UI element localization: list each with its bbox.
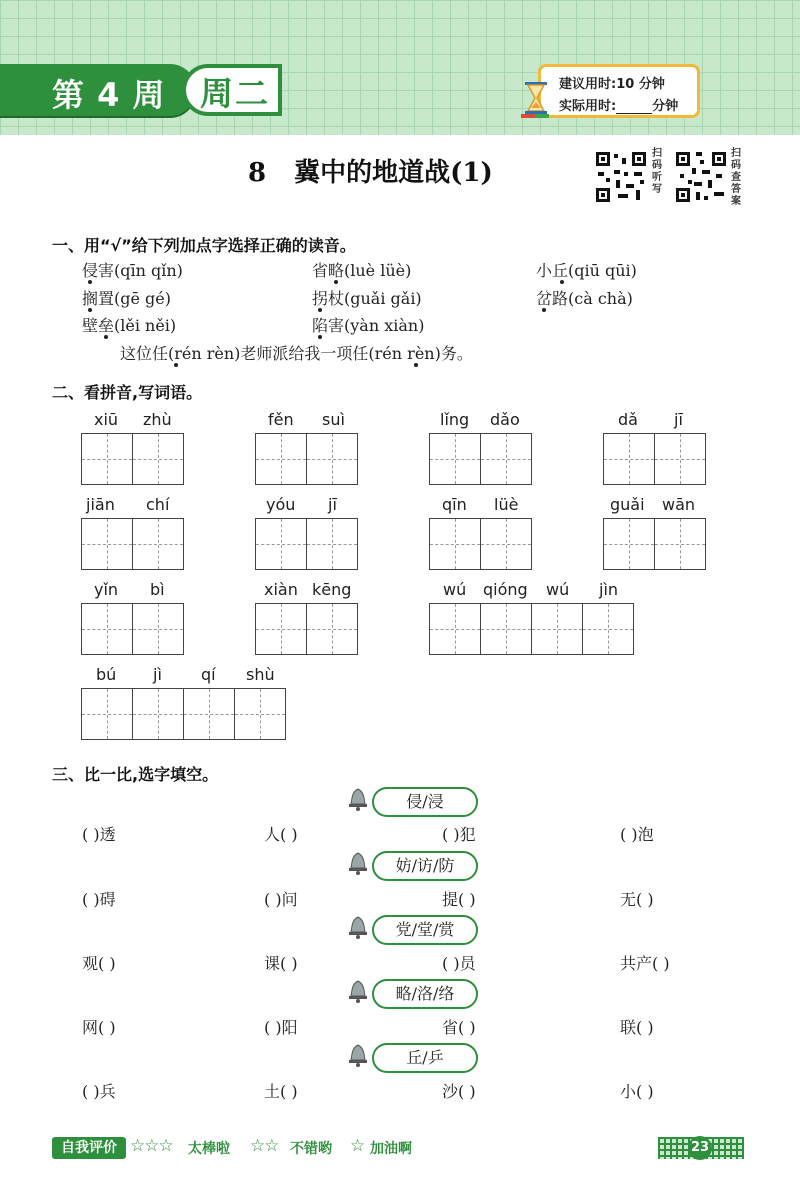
grid-cell[interactable] [132, 433, 184, 485]
pinyin-label: jī [674, 410, 683, 429]
writing-grid[interactable] [81, 433, 184, 485]
pinyin-label: wú [546, 580, 570, 599]
actual-time-suffix: 分钟 [652, 99, 679, 114]
grid-cell[interactable] [603, 518, 655, 570]
writing-grid[interactable] [81, 603, 184, 655]
grid-cell[interactable] [132, 688, 184, 740]
self-eval-label: 自我评价 [52, 1137, 126, 1159]
star-icon[interactable]: ☆☆☆ [130, 1136, 173, 1156]
pinyin-label: kēng [312, 580, 352, 599]
star-icon[interactable]: ☆ [350, 1136, 365, 1156]
qr-code-icon[interactable] [594, 150, 648, 204]
pinyin-choice-item[interactable]: 拐杖(guǎi gǎi) [312, 289, 422, 308]
fill-blank-item[interactable]: ( )犯 [442, 825, 476, 844]
section2-heading: 二、看拼音,写词语。 [52, 383, 203, 402]
grid-cell[interactable] [306, 603, 358, 655]
emphasis-dot [414, 363, 418, 367]
grid-cell[interactable] [480, 433, 532, 485]
grid-cell[interactable] [306, 518, 358, 570]
grid-cell[interactable] [306, 433, 358, 485]
fill-blank-item[interactable]: 联( ) [620, 1018, 654, 1037]
fill-blank-item[interactable]: ( )泡 [620, 825, 654, 844]
char-group-label: 妨/访/防 [372, 851, 478, 881]
pinyin-label: bì [150, 580, 165, 599]
pinyin-choice-sentence[interactable]: 这位任(rén rèn)老师派给我一项任(rén rèn)务。 [120, 344, 473, 363]
writing-grid[interactable] [429, 518, 532, 570]
writing-grid[interactable] [81, 688, 286, 740]
grid-cell[interactable] [234, 688, 286, 740]
emphasis-dot [104, 335, 108, 339]
char-group-label: 侵/浸 [372, 787, 478, 817]
grid-cell[interactable] [480, 603, 532, 655]
pinyin-label: fěn [268, 410, 294, 429]
fill-blank-item[interactable]: 无( ) [620, 890, 654, 909]
grid-cell[interactable] [132, 518, 184, 570]
pinyin-choice-item[interactable]: 小丘(qiū qūi) [536, 261, 637, 280]
pinyin-choice-item[interactable]: 陷害(yàn xiàn) [312, 316, 425, 335]
char-group-label: 党/堂/赏 [372, 915, 478, 945]
bell-icon [346, 850, 370, 876]
qr-code-icon[interactable] [674, 150, 728, 204]
pinyin-label: wú [443, 580, 467, 599]
actual-time-blank[interactable] [616, 101, 652, 114]
grid-cell[interactable] [132, 603, 184, 655]
pinyin-label: bú [96, 665, 117, 684]
pinyin-label: chí [146, 495, 170, 514]
emphasis-dot [318, 308, 322, 312]
grid-cell[interactable] [654, 433, 706, 485]
qr-caption-listen: 扫码听写 [652, 148, 662, 195]
grid-cell[interactable] [81, 603, 133, 655]
writing-grid[interactable] [429, 433, 532, 485]
pinyin-label: guǎi [610, 495, 645, 514]
bell-icon [346, 978, 370, 1004]
pinyin-label: jì [153, 665, 162, 684]
pinyin-label: jiān [86, 495, 115, 514]
fill-blank-item[interactable]: ( )员 [442, 954, 476, 973]
pinyin-choice-item[interactable]: 壁垒(lěi něi) [82, 316, 177, 335]
pinyin-label: yóu [266, 495, 296, 514]
fill-blank-item[interactable]: 共产( ) [620, 954, 670, 973]
writing-grid[interactable] [255, 518, 358, 570]
grid-cell[interactable] [255, 518, 307, 570]
star-icon[interactable]: ☆☆ [250, 1136, 279, 1156]
bell-icon [346, 1042, 370, 1068]
grid-cell[interactable] [429, 518, 481, 570]
week-label: 第 4 周 [52, 76, 166, 114]
qr-caption-answers: 扫码查答案 [731, 148, 741, 207]
section1-heading: 一、用“√”给下列加点字选择正确的读音。 [52, 236, 356, 255]
pinyin-label: lǐng [440, 410, 470, 429]
grid-cell[interactable] [183, 688, 235, 740]
pinyin-label: dǎo [490, 410, 520, 429]
emphasis-dot [174, 363, 178, 367]
pinyin-choice-item[interactable]: 省略(luè lüè) [312, 261, 412, 280]
pinyin-label: jī [328, 495, 337, 514]
pinyin-label: xiàn [264, 580, 298, 599]
fill-blank-item[interactable]: 沙( ) [442, 1082, 476, 1101]
pinyin-label: qí [201, 665, 216, 684]
pinyin-choice-item[interactable]: 岔路(cà chà) [536, 289, 633, 308]
grid-cell[interactable] [429, 603, 481, 655]
day-label: 周二 [200, 74, 270, 113]
pinyin-label: wān [662, 495, 696, 514]
rating-text: 不错哟 [290, 1141, 332, 1157]
emphasis-dot [560, 280, 564, 284]
char-group-label: 丘/乒 [372, 1043, 478, 1073]
pinyin-label: dǎ [618, 410, 638, 429]
emphasis-dot [88, 280, 92, 284]
fill-blank-item[interactable]: 小( ) [620, 1082, 654, 1101]
grid-cell[interactable] [429, 433, 481, 485]
pinyin-choice-item[interactable]: 搁置(gē gé) [82, 289, 171, 308]
grid-cell[interactable] [582, 603, 634, 655]
fill-blank-item[interactable]: 课( ) [264, 954, 298, 973]
pinyin-label: zhù [143, 410, 172, 429]
pinyin-label: qīn [442, 495, 467, 514]
bell-icon [346, 914, 370, 940]
emphasis-dot [318, 335, 322, 339]
fill-blank-item[interactable]: ( )问 [264, 890, 298, 909]
grid-cell[interactable] [531, 603, 583, 655]
pinyin-label: lüè [494, 495, 519, 514]
pinyin-label: suì [322, 410, 345, 429]
fill-blank-item[interactable]: 网( ) [82, 1018, 116, 1037]
writing-grid[interactable] [429, 603, 634, 655]
writing-grid[interactable] [603, 433, 706, 485]
fill-blank-item[interactable]: ( )阳 [264, 1018, 298, 1037]
lesson-name: 冀中的地道战(1) [294, 158, 493, 188]
grid-cell[interactable] [255, 603, 307, 655]
fill-blank-item[interactable]: 观( ) [82, 954, 116, 973]
pinyin-label: qióng [483, 580, 528, 599]
pinyin-choice-item[interactable]: 侵害(qīn qǐn) [82, 261, 183, 280]
grid-cell[interactable] [603, 433, 655, 485]
emphasis-dot [88, 308, 92, 312]
writing-grid[interactable] [603, 518, 706, 570]
bell-icon [346, 786, 370, 812]
grid-cell[interactable] [81, 518, 133, 570]
grid-cell[interactable] [654, 518, 706, 570]
hourglass-icon [521, 80, 551, 118]
pinyin-label: yǐn [94, 580, 119, 599]
fill-blank-item[interactable]: 土( ) [264, 1082, 298, 1101]
fill-blank-item[interactable]: ( )碍 [82, 890, 116, 909]
fill-blank-item[interactable]: 人( ) [264, 825, 298, 844]
pinyin-label: jìn [599, 580, 619, 599]
section3-heading: 三、比一比,选字填空。 [52, 765, 219, 784]
time-box [538, 64, 700, 118]
fill-blank-item[interactable]: 提( ) [442, 890, 476, 909]
char-group-label: 略/洛/络 [372, 979, 478, 1009]
pinyin-label: shù [246, 665, 275, 684]
actual-time-prefix: 实际用时: [559, 99, 617, 114]
rating-text: 加油啊 [370, 1141, 412, 1157]
emphasis-dot [334, 280, 338, 284]
writing-grid[interactable] [255, 433, 358, 485]
lesson-number: 8 [248, 158, 267, 188]
grid-cell[interactable] [81, 433, 133, 485]
lesson-title [248, 152, 493, 189]
actual-time [559, 95, 678, 114]
page-number: 23 [688, 1136, 712, 1160]
grid-cell[interactable] [255, 433, 307, 485]
rating-text: 太棒啦 [188, 1141, 230, 1157]
grid-cell[interactable] [81, 688, 133, 740]
writing-grid[interactable] [255, 603, 358, 655]
fill-blank-item[interactable]: ( )透 [82, 825, 116, 844]
grid-cell[interactable] [480, 518, 532, 570]
fill-blank-item[interactable]: ( )兵 [82, 1082, 116, 1101]
writing-grid[interactable] [81, 518, 184, 570]
suggested-time: 建议用时:10 分钟 [559, 77, 665, 92]
fill-blank-item[interactable]: 省( ) [442, 1018, 476, 1037]
pinyin-label: xiū [94, 410, 119, 429]
emphasis-dot [542, 308, 546, 312]
